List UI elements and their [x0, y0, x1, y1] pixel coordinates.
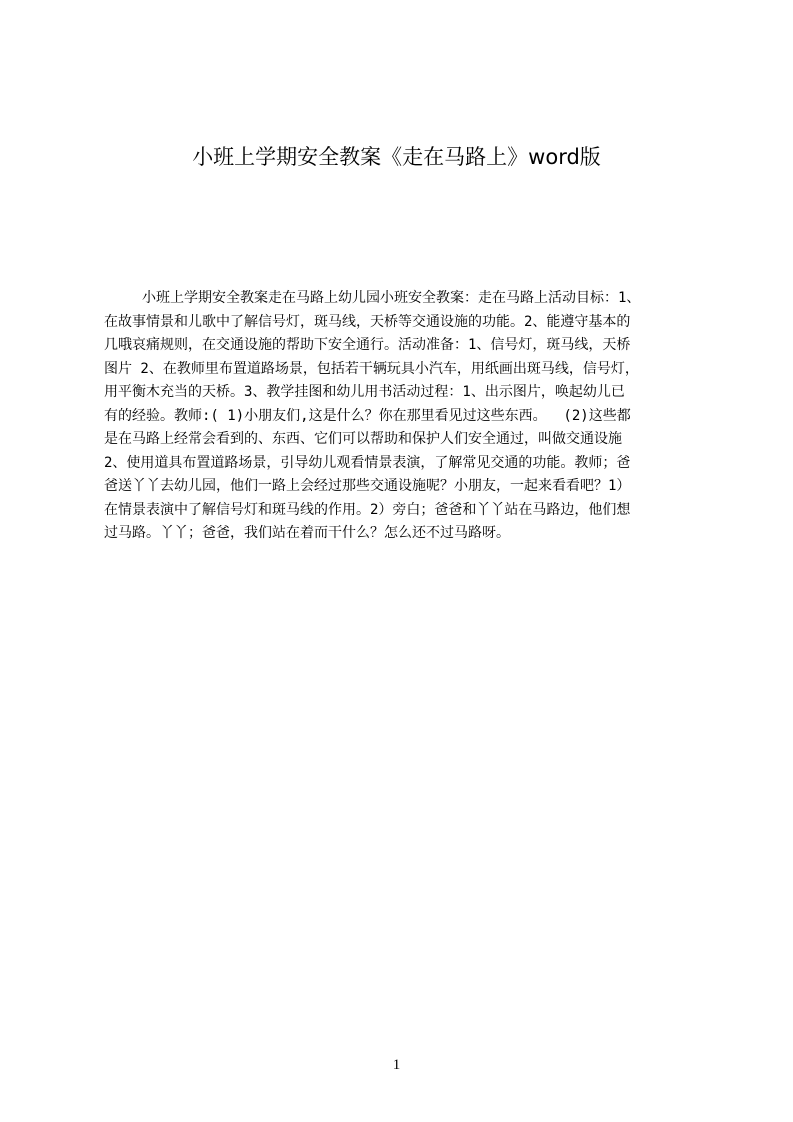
- document-title: 小班上学期安全教案《走在马路上》word版: [192, 145, 601, 169]
- body-line: 有的经验。教师:( 1)小朋友们,这是什么？你在那里看见过这些东西。 (2)这些都: [104, 407, 631, 424]
- page-number: 1: [392, 1057, 401, 1073]
- body-line: 小班上学期安全教案走在马路上幼儿园小班安全教案：走在马路上活动目标：1、: [142, 290, 641, 306]
- body-line: 用平衡木充当的天桥。3、教学挂图和幼儿用书活动过程：1、出示图片，唤起幼儿已: [104, 384, 625, 400]
- body-line: 爸送丫丫去幼儿园，他们一路上会经过那些交通设施呢？小朋友，一起来看看吧？1）: [104, 478, 631, 494]
- body-line: 在故事情景和儿歌中了解信号灯，斑马线，天桥等交通设施的功能。2、能遵守基本的: [104, 313, 631, 330]
- body-line: 几哦哀痛规则，在交通设施的帮助下安全通行。活动准备：1、信号灯，斑马线，天桥: [104, 337, 631, 353]
- document-body: [104, 287, 697, 587]
- body-line: 在情景表演中了解信号灯和斑马线的作用。2）旁白；爸爸和丫丫站在马路边，他们想: [104, 501, 631, 518]
- body-line: 过马路。丫丫；爸爸，我们站在着而干什么？怎么还不过马路呀。: [104, 525, 510, 541]
- body-line: 图片 2、在教师里布置道路场景，包括若干辆玩具小汽车，用纸画出斑马线，信号灯，: [104, 360, 639, 377]
- body-line: 2、使用道具布置道路场景，引导幼儿观看情景表演，了解常见交通的功能。教师；爸: [104, 454, 631, 471]
- body-line: 是在马路上经常会看到的、东西、它们可以帮助和保护人们安全通过，叫做交通设施: [104, 431, 622, 447]
